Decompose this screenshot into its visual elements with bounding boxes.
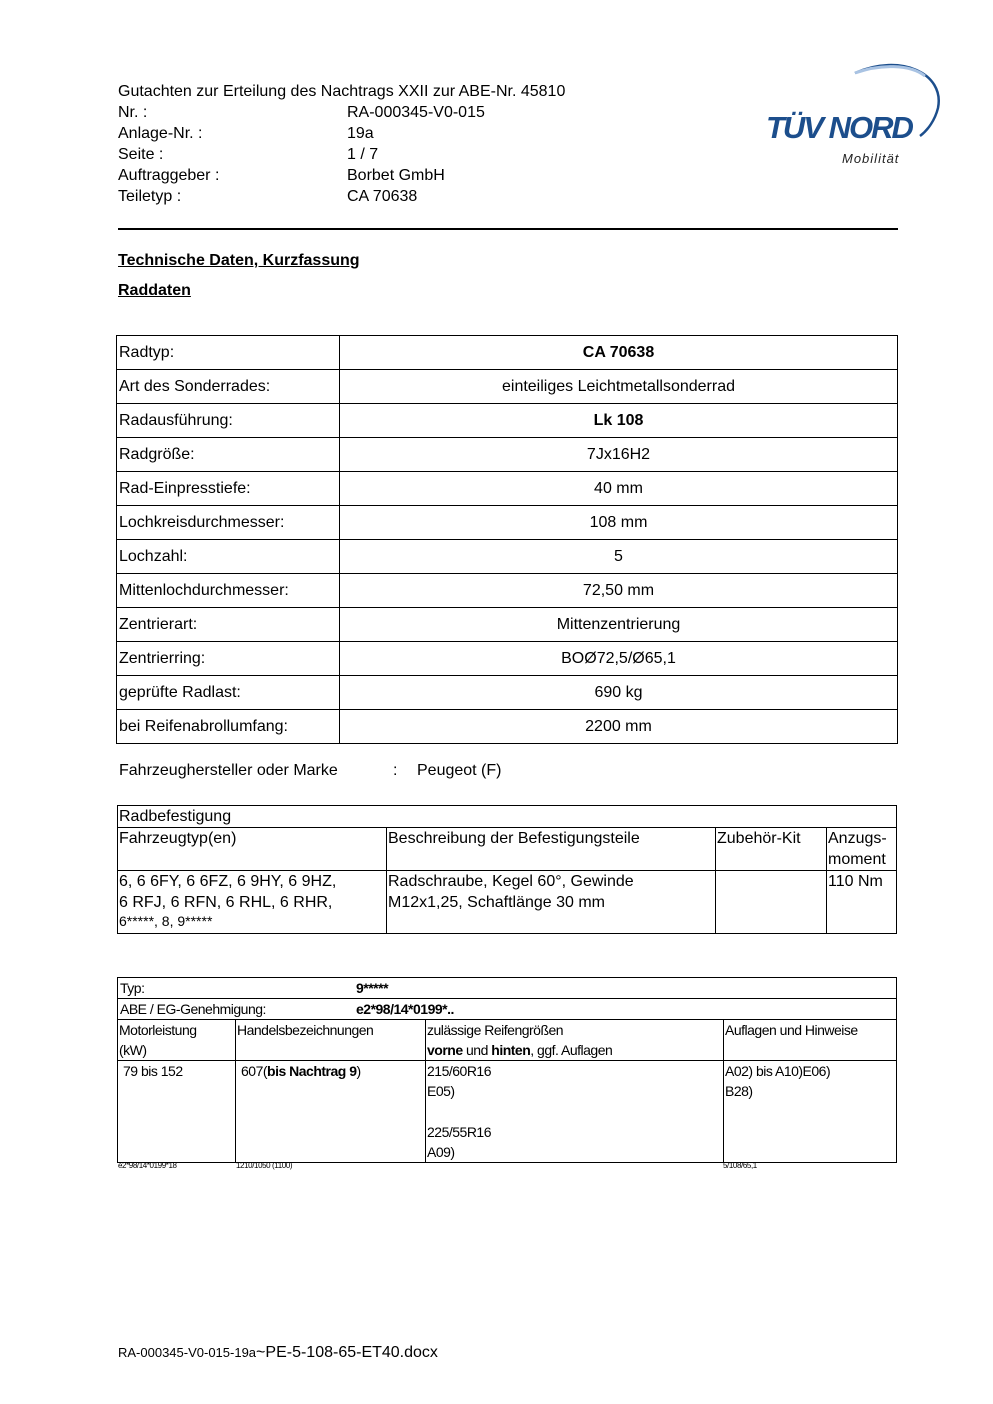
- handelsbezeichnung-a: 607(: [241, 1063, 268, 1079]
- col-reifengroessen-line2: [427, 1040, 722, 1060]
- tyre-size-1: 215/60R16: [427, 1063, 492, 1079]
- col-handelsbezeichnungen: Handelsbezeichnungen: [236, 1020, 426, 1061]
- beschreibung-line1: Radschraube, Kegel 60°, Gewinde: [388, 873, 634, 890]
- fahrzeugtypen-cell: [118, 871, 387, 934]
- radlast-label: geprüfte Radlast:: [117, 676, 340, 710]
- nr-value: RA-000345-V0-015: [347, 104, 485, 121]
- lochzahl-label: Lochzahl:: [117, 540, 340, 574]
- col-beschreibung: Beschreibung der Befestigungsteile: [387, 828, 716, 871]
- vorne-text: vorne: [427, 1042, 463, 1058]
- col-anzugsmoment-line1: Anzugs-: [828, 830, 887, 847]
- maker-separator: :: [393, 762, 398, 779]
- auflagen-text: , ggf. Auflagen: [530, 1042, 613, 1058]
- table-row: [117, 472, 898, 506]
- hinten-text: hinten: [491, 1042, 531, 1058]
- col-reifengroessen-line1: zulässige Reifengrößen: [427, 1022, 564, 1038]
- tyre-size-2: 225/55R16: [427, 1124, 492, 1140]
- maker-value: Peugeot (F): [417, 762, 502, 779]
- table-row: [117, 438, 898, 472]
- seite-value: 1 / 7: [347, 146, 379, 163]
- befestigung-table: [117, 805, 897, 934]
- anlage-value: 19a: [347, 125, 374, 142]
- logo-brand: TÜV NORD: [766, 110, 912, 145]
- anlage-label: Anlage-Nr. :: [118, 125, 203, 142]
- typ-label: Typ:: [120, 980, 145, 996]
- table-row: [117, 404, 898, 438]
- table-row: [118, 806, 897, 828]
- col-zubehoer: Zubehör-Kit: [716, 828, 827, 871]
- radlast-value: 690 kg: [340, 676, 898, 710]
- seite-label: Seite :: [118, 146, 164, 163]
- table-row: [117, 540, 898, 574]
- tuv-nord-logo: [760, 58, 945, 173]
- col-auflagen-hinweise: Auflagen und Hinweise: [724, 1020, 897, 1061]
- art-label: Art des Sonderrades:: [117, 370, 340, 404]
- mittenloch-label: Mittenlochdurchmesser:: [117, 574, 340, 608]
- zentrierart-label: Zentrierart:: [117, 608, 340, 642]
- teiletyp-value: CA 70638: [347, 188, 418, 205]
- col-reifengroessen: [426, 1020, 724, 1061]
- lochkreis-value: 108 mm: [340, 506, 898, 540]
- table-row: [117, 336, 898, 370]
- raddaten-heading: Raddaten: [118, 282, 191, 299]
- beschreibung-line2: M12x1,25, Schaftlänge 30 mm: [388, 894, 606, 911]
- table-row: [117, 574, 898, 608]
- handelsbezeichnung-cell: [236, 1061, 426, 1163]
- fahrzeugtypen-line3: 6*****, 8, 9*****: [119, 913, 213, 929]
- table-row: [118, 1061, 897, 1163]
- einpresstiefe-value: 40 mm: [340, 472, 898, 506]
- motorleistung-cell: 79 bis 152: [118, 1061, 236, 1163]
- table-header-row: [118, 828, 897, 871]
- handelsbezeichnung-b: bis Nachtrag 9: [267, 1063, 357, 1079]
- col-motorleistung-line1: Motorleistung: [119, 1022, 197, 1038]
- radtyp-value: CA 70638: [340, 336, 898, 370]
- footer-filename: [118, 1344, 438, 1362]
- auflagen-line2: B28): [725, 1083, 753, 1099]
- maker-label: Fahrzeughersteller oder Marke: [119, 762, 338, 779]
- table-row: [118, 871, 897, 934]
- logo-subtitle: Mobilität: [842, 151, 900, 166]
- typ-table: [117, 977, 897, 1163]
- abe-row: [118, 999, 897, 1020]
- reifengroessen-cell: [426, 1061, 724, 1163]
- befestigung-title: Radbefestigung: [118, 806, 897, 828]
- auftraggeber-label: Auftraggeber :: [118, 167, 220, 184]
- auflagen-cell: [724, 1061, 897, 1163]
- table-row: [117, 370, 898, 404]
- abe-label: ABE / EG-Genehmigung:: [120, 1001, 266, 1017]
- tech-data-heading: Technische Daten, Kurzfassung: [118, 252, 360, 269]
- beschreibung-cell: [387, 871, 716, 934]
- fahrzeugtypen-line2: 6 RFJ, 6 RFN, 6 RHL, 6 RHR,: [119, 894, 333, 911]
- tiny-approval: e2*98/14*0199*18: [118, 1161, 177, 1170]
- abe-cell: [118, 999, 897, 1020]
- document-title: Gutachten zur Erteilung des Nachtrags XXII zur ABE-Nr. 45810: [118, 83, 566, 100]
- typ-value: 9*****: [356, 980, 389, 996]
- abrollumfang-label: bei Reifenabrollumfang:: [117, 710, 340, 744]
- radgroesse-label: Radgröße:: [117, 438, 340, 472]
- col-motorleistung: [118, 1020, 236, 1061]
- table-row: [117, 676, 898, 710]
- lochkreis-label: Lochkreisdurchmesser:: [117, 506, 340, 540]
- typ-header-row: [118, 1020, 897, 1061]
- radtyp-label: Radtyp:: [117, 336, 340, 370]
- tyre-note-2: A09): [427, 1144, 455, 1160]
- tiny-bolt-pattern: 5/108/65,1: [723, 1161, 757, 1170]
- radausfuehrung-value: Lk 108: [340, 404, 898, 438]
- col-anzugsmoment: [827, 828, 897, 871]
- raddaten-table: [116, 335, 898, 744]
- typ-cell: [118, 978, 897, 999]
- nr-label: Nr. :: [118, 104, 148, 121]
- col-anzugsmoment-line2: moment: [828, 851, 886, 868]
- mittenloch-value: 72,50 mm: [340, 574, 898, 608]
- zubehoer-cell: [716, 871, 827, 934]
- handelsbezeichnung-c: ): [356, 1063, 361, 1079]
- zentrierring-value: BOØ72,5/Ø65,1: [340, 642, 898, 676]
- radgroesse-value: 7Jx16H2: [340, 438, 898, 472]
- table-row: [117, 608, 898, 642]
- col-motorleistung-line2: (kW): [119, 1042, 147, 1058]
- table-row: [117, 506, 898, 540]
- tiny-weights: 1210/1050 (1100): [236, 1161, 293, 1170]
- zentrierring-label: Zentrierring:: [117, 642, 340, 676]
- typ-row: [118, 978, 897, 999]
- teiletyp-label: Teiletyp :: [118, 188, 182, 205]
- auftraggeber-value: Borbet GmbH: [347, 167, 445, 184]
- fahrzeugtypen-line1: 6, 6 6FY, 6 6FZ, 6 9HY, 6 9HZ,: [119, 873, 337, 890]
- art-value: einteiliges Leichtmetallsonderrad: [340, 370, 898, 404]
- footer-part1: RA-000345-V0-015-19a: [118, 1345, 257, 1360]
- abrollumfang-value: 2200 mm: [340, 710, 898, 744]
- col-fahrzeugtyp: Fahrzeugtyp(en): [118, 828, 387, 871]
- einpresstiefe-label: Rad-Einpresstiefe:: [117, 472, 340, 506]
- footer-part2: ~PE-5-108-65-ET40.docx: [256, 1344, 438, 1361]
- header-divider: [118, 228, 898, 230]
- zentrierart-value: Mittenzentrierung: [340, 608, 898, 642]
- radausfuehrung-label: Radausführung:: [117, 404, 340, 438]
- table-row: [117, 642, 898, 676]
- lochzahl-value: 5: [340, 540, 898, 574]
- abe-value: e2*98/14*0199*..: [356, 1001, 454, 1017]
- anzugsmoment-cell: 110 Nm: [827, 871, 897, 934]
- auflagen-line1: A02) bis A10)E06): [725, 1063, 831, 1079]
- und-text: und: [462, 1042, 492, 1058]
- tyre-note-1: E05): [427, 1083, 455, 1099]
- table-row: [117, 710, 898, 744]
